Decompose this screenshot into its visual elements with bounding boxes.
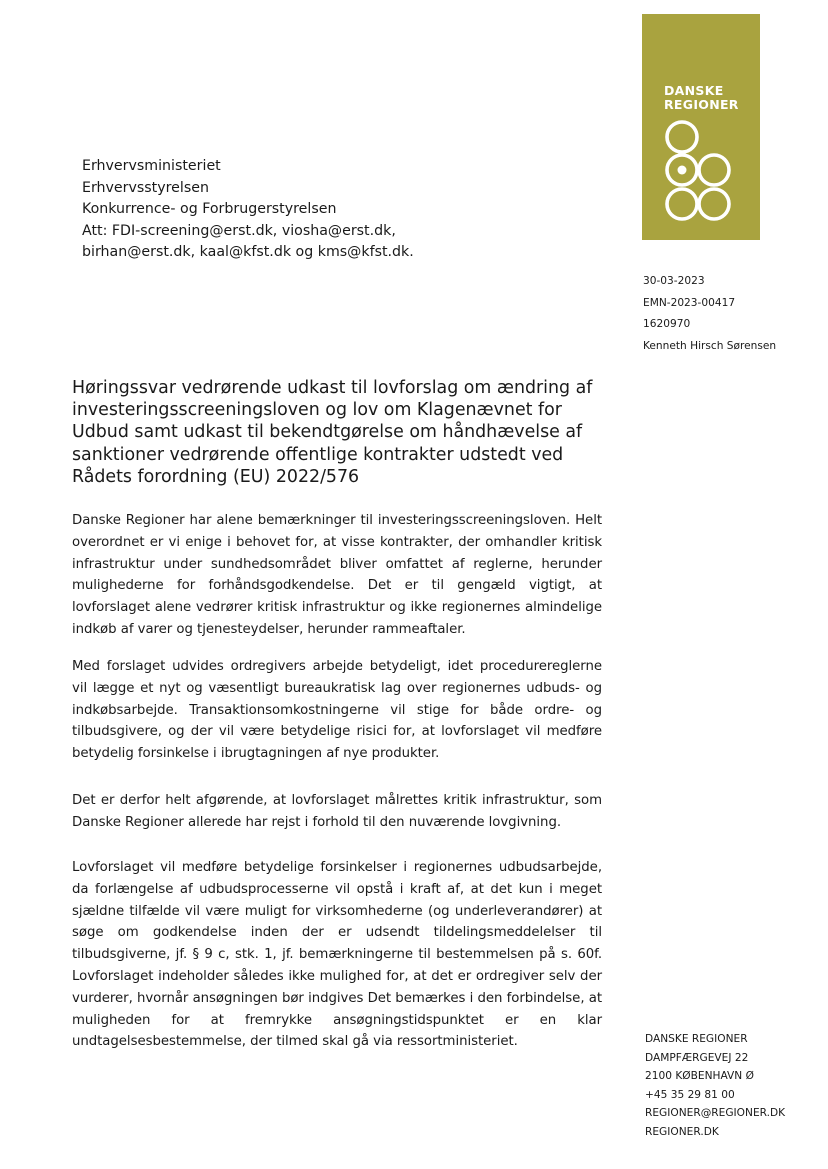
address-line: 2100 KØBENHAVN Ø	[645, 1070, 754, 1083]
document-meta	[643, 271, 776, 357]
address-line: +45 35 29 81 00	[645, 1088, 735, 1101]
logo-text	[664, 84, 739, 112]
meta-case-number: EMN-2023-00417	[643, 296, 736, 309]
logo-line-1: DANSKE	[664, 83, 724, 98]
document-heading: Høringssvar vedrørende udkast til lovforslag om ændring af investeringsscreeningsloven og lov om Klagenævnet for Udbud samt udkast til bekendtgørelse om håndhævelse af sanktioner vedrørende offentlige kontrakter udstedt ved Rådets forordning (EU) 2022/576	[72, 378, 593, 487]
recipient-line: Att: FDI-screening@erst.dk, viosha@erst.dk,	[82, 222, 396, 239]
recipient-line: birhan@erst.dk, kaal@kfst.dk og kms@kfst.dk.	[82, 244, 414, 261]
recipient-line: Konkurrence- og Forbrugerstyrelsen	[82, 201, 337, 218]
logo-line-2: REGIONER	[664, 97, 739, 112]
sender-address-block	[645, 1030, 785, 1142]
recipient-line: Erhvervsstyrelsen	[82, 179, 209, 196]
body-paragraph-3: Det er derfor helt afgørende, at lovforslaget målrettes kritik infrastruktur, som Danske Regioner allerede har rejst i forhold til den nuværende lovgivning.	[72, 793, 602, 830]
meta-author: Kenneth Hirsch Sørensen	[643, 339, 777, 352]
address-website: REGIONER.DK	[645, 1125, 719, 1138]
meta-document-number: 1620970	[643, 318, 691, 330]
meta-date: 30-03-2023	[643, 275, 705, 287]
body-paragraph-1: Danske Regioner har alene bemærkninger til investeringsscreeningsloven. Helt overordnet er vi enige i behovet for, at visse kontrakter, der omhandler kritisk infrastruktur under sundhedsområdet bliver omfattet af reglerne, herunder mulighederne for forhåndsgodkendelse. Det er til gengæld vigtigt, at lovforslaget alene vedrører kritisk infrastruktur og ikke regionernes almindelige indkøb af varer og tjenesteydelser, herunder rammeaftaler.	[72, 513, 602, 637]
address-line: DANSKE REGIONER	[645, 1033, 748, 1045]
body-paragraph-2: Med forslaget udvides ordregivers arbejde betydeligt, idet procedurereglerne vil lægge et nyt og væsentligt bureaukratisk lag over regionernes udbuds- og indkøbsarbejde. Transaktionsomkostningerne vil stige for både ordre- og tilbudsgivere, og der vil være betydelige risici for, at lovforslaget vil medføre betydelig forsinkelse i ibrugtagningen af nye produkter.	[72, 659, 602, 762]
danske-regioner-logo	[642, 14, 760, 240]
address-email: REGIONER@REGIONER.DK	[645, 1107, 786, 1120]
recipient-address-block	[82, 156, 414, 264]
address-line: DAMPFÆRGEVEJ 22	[645, 1051, 749, 1064]
recipient-line: Erhvervsministeriet	[82, 158, 221, 174]
body-paragraph-4: Lovforslaget vil medføre betydelige forsinkelser i regionernes udbudsarbejde, da forlængelse af udbudsprocesserne vil opstå i kraft af, at det kun i meget sjældne tilfælde vil være muligt for virksomhederne (og underleverandører) at søge om godkendelse inden der er udsendt tildelingsmeddelelser til tilbudsgiverne, jf. § 9 c, stk. 1, jf. bemærkningerne til bestemmelsen på s. 60f. Lovforslaget indeholder således ikke mulighed for, at det er ordregiver selv der vurderer, hvornår ansøgningen bør indgives Det bemærkes i den forbindelse, at muligheden for at fremrykke ansøgningstidspunktet er en klar undtagelsesbestemmelse, der tilmed skal gå via ressortministeriet.	[72, 860, 602, 1050]
six-circles-logo-icon	[662, 118, 738, 238]
